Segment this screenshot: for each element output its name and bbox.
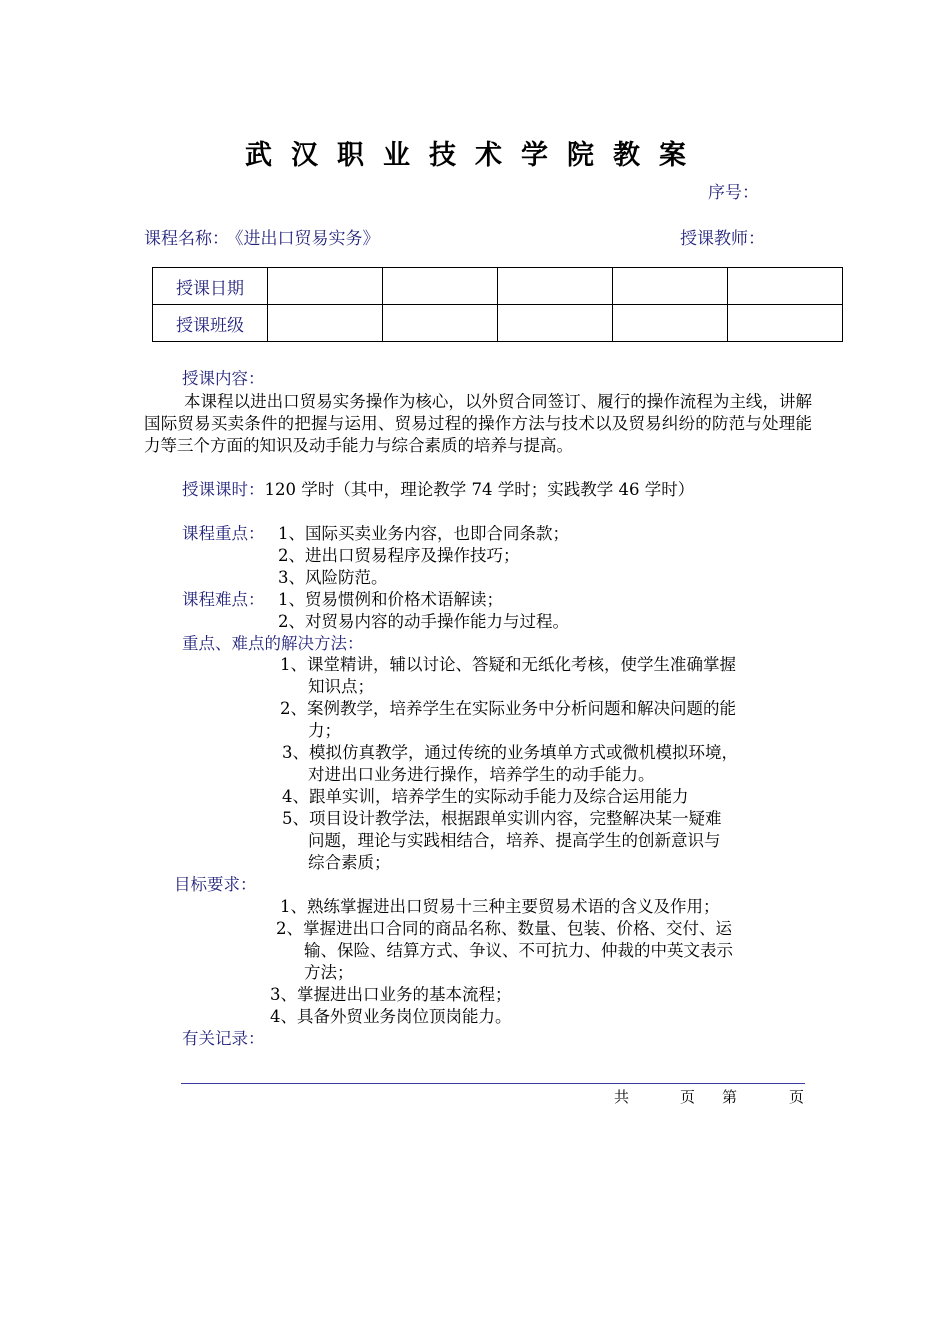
content-label: 授课内容：: [182, 369, 265, 388]
records-label: 有关记录：: [182, 1029, 265, 1048]
course-name-label: 课程名称：: [144, 229, 229, 249]
key-point-item: 3、风险防范。: [278, 568, 388, 587]
footer-divider: [181, 1083, 805, 1084]
difficulty-item: 2、对贸易内容的动手操作能力与过程。: [278, 612, 569, 631]
method-item-cont: 力；: [308, 721, 341, 740]
method-item-cont: 综合素质；: [308, 853, 391, 872]
schedule-cell: [383, 268, 498, 305]
goal-item: 2、掌握进出口合同的商品名称、数量、包装、价格、交付、运: [276, 919, 732, 938]
schedule-cell: [728, 268, 843, 305]
schedule-table: [152, 267, 843, 342]
key-point-item: 1、国际买卖业务内容，也即合同条款；: [278, 524, 569, 543]
method-item: 1、课堂精讲，辅以讨论、答疑和无纸化考核，使学生准确掌握: [280, 655, 736, 674]
goal-item: 4、具备外贸业务岗位顶岗能力。: [270, 1007, 512, 1026]
schedule-row-class: [153, 305, 843, 342]
goal-item: 1、熟练掌握进出口贸易十三种主要贸易术语的含义及作用；: [280, 897, 720, 916]
key-point-item: 2、进出口贸易程序及操作技巧；: [278, 546, 520, 565]
footer-pages: 页: [680, 1088, 696, 1106]
serial-number-label: 序号：: [708, 183, 759, 203]
method-item-cont: 对进出口业务进行操作，培养学生的动手能力。: [308, 765, 655, 784]
schedule-class-label: 授课班级: [153, 305, 268, 342]
hours-line: [182, 479, 694, 501]
methods-label: 重点、难点的解决方法：: [182, 634, 364, 653]
hours-value: 120 学时（其中，理论教学 74 学时；实践教学 46 学时）: [264, 480, 695, 499]
schedule-cell: [383, 305, 498, 342]
method-item: 3、模拟仿真教学，通过传统的业务填单方式或微机模拟环境，: [282, 743, 738, 762]
course-name-value: 《进出口贸易实务》: [235, 229, 380, 249]
schedule-cell: [268, 268, 383, 305]
goals-label: 目标要求：: [174, 875, 257, 894]
document-title: 武汉职业技术学院教案: [245, 140, 705, 171]
method-item-cont: 问题，理论与实践相结合，培养、提高学生的创新意识与: [308, 831, 721, 850]
goal-item: 3、掌握进出口业务的基本流程；: [270, 985, 512, 1004]
schedule-cell: [498, 268, 613, 305]
difficulty-item: 1、贸易惯例和价格术语解读；: [278, 590, 503, 609]
teacher-label: 授课教师：: [680, 229, 765, 249]
method-item: 2、案例教学，培养学生在实际业务中分析问题和解决问题的能: [280, 699, 736, 718]
schedule-row-date: [153, 268, 843, 305]
schedule-cell: [268, 305, 383, 342]
course-name-line: [144, 224, 380, 249]
schedule-cell: [613, 268, 728, 305]
content-paragraph: 本课程以进出口贸易实务操作为核心，以外贸合同签订、履行的操作流程为主线，讲解国际贸易买卖条件的把握与运用、贸易过程的操作方法与技术以及贸易纠纷的防范与处理能力等三个方面的知识及动手能力与综合素质的培养与提高。: [144, 392, 812, 455]
hours-label: 授课课时：: [182, 480, 265, 499]
schedule-cell: [498, 305, 613, 342]
method-item: 4、跟单实训，培养学生的实际动手能力及综合运用能力: [282, 787, 689, 806]
schedule-cell: [728, 305, 843, 342]
difficulties-label: 课程难点：: [182, 590, 265, 609]
footer-total: 共: [614, 1088, 630, 1106]
method-item-cont: 知识点；: [308, 677, 374, 696]
footer-page: 页: [789, 1088, 805, 1106]
schedule-cell: [613, 305, 728, 342]
schedule-date-label: 授课日期: [153, 268, 268, 305]
goal-item-cont: 输、保险、结算方式、争议、不可抗力、仲裁的中英文表示: [304, 941, 733, 960]
goal-item-cont: 方法；: [304, 963, 354, 982]
key-points-label: 课程重点：: [182, 524, 265, 543]
footer-nth: 第: [722, 1088, 738, 1106]
method-item: 5、项目设计教学法，根据跟单实训内容，完整解决某一疑难: [282, 809, 722, 828]
